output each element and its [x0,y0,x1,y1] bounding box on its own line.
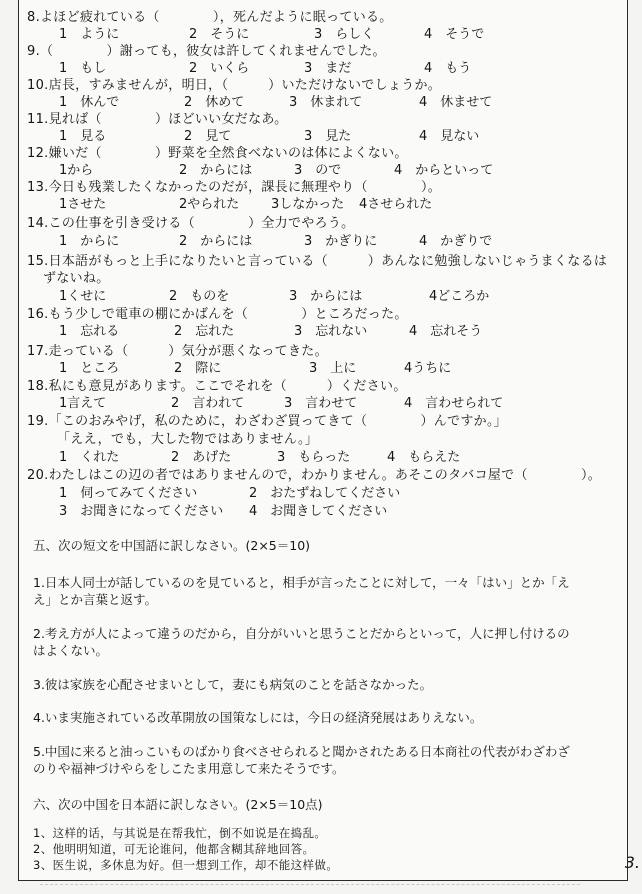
q12-option-3: 3 ので [294,163,342,178]
q20-option-2: 2 おたずねしてください [249,486,401,501]
q9-option-4: 4 もう [424,61,472,76]
q9-option-2: 2 いくら [189,61,250,76]
question-14: 14.この仕事を引き受ける（ ）全力でやろう。 [27,216,355,231]
q16-option-3: 3 忘れない [294,324,368,339]
q18-option-2: 2 言われて [171,396,245,411]
section-5-item-2-cont: はよくない。 [33,643,109,658]
section-5-item-1: 1.日本人同士が話しているのを見ていると，相手が言ったことに対して，一々「はい」とか「え [33,575,570,590]
q10-option-3: 3 休まれて [289,95,363,110]
section-5-item-3: 3.彼は家族を心配させまいとして，妻にも病気のことを話さなかった。 [33,677,433,692]
q16-option-1: 1 忘れる [59,324,120,339]
q12-option-4: 4 からといって [394,163,494,178]
question-16: 16.もう少しで電車の棚にかばんを（ ）ところだった。 [27,307,408,322]
q15-option-2: 2 ものを [169,289,230,304]
q10-option-2: 2 休めて [184,95,245,110]
q9-option-3: 3 まだ [304,61,352,76]
q14-option-1: 1 からに [59,234,120,249]
question-19: 19.「このおみやげ，私のために，わざわざ買ってきて（ ）んですか。」 [27,414,508,429]
q8-option-2: 2 そうに [189,27,250,42]
question-9: 9.（ ）謝っても，彼女は許してくれませんでした。 [27,44,386,59]
q17-option-2: 2 際に [174,361,222,376]
question-20: 20.わたしはこの辺の者ではありませんので，わかりません。あそこのタバコ屋で（ ）。 [27,468,602,483]
q14-option-3: 3 かぎりに [304,234,378,249]
footer-scan-artifact [40,884,580,890]
q12-option-1: 1から [59,163,94,178]
q11-option-2: 2 見て [184,129,232,144]
q13-option-4: 4させられた [359,197,433,212]
q8-option-1: 1 ように [59,27,120,42]
q19-option-1: 1 くれた [59,450,120,465]
q10-option-1: 1 休んで [59,95,120,110]
question-19-reply: 「ええ，でも，大した物ではありません。」 [57,432,319,447]
q20-option-3: 3 お聞きになってください [59,504,224,519]
q14-option-2: 2 からには [179,234,253,249]
q17-option-1: 1 ところ [59,361,120,376]
section-6-item-3: 3、医生说，多休息为好。但一想到工作，却不能这样做。 [33,858,339,872]
q10-option-4: 4 休ませて [419,95,493,110]
question-12: 12.嫌いだ（ ）野菜を全然食べないのは体によくない。 [27,146,408,161]
q17-option-4: 4うちに [404,361,452,376]
section-6-item-2: 2、他明明知道，可无论谁问，他都含糊其辞地回答。 [33,842,315,856]
q9-option-1: 1 もし [59,61,107,76]
q15-option-4: 4どころか [429,289,490,304]
q18-option-3: 3 言わせて [284,396,358,411]
section-5-item-4: 4.いま実施されている改革開放の国策なしには，今日の経済発展はありえない。 [33,710,483,725]
q19-option-2: 2 あげた [171,450,232,465]
question-10: 10.店長，すみませんが，明日，（ ）いただけないでしょうか。 [27,78,442,93]
question-11: 11.見れば（ ）ほどいい女だなあ。 [27,112,288,127]
page-number: 3. [624,853,640,872]
q19-option-4: 4 もらえた [387,450,461,465]
q13-option-2: 2やられた [179,197,240,212]
q16-option-4: 4 忘れそう [409,324,483,339]
q11-option-1: 1 見る [59,129,107,144]
question-15-continued: ずないね。 [43,271,110,286]
q14-option-4: 4 かぎりで [419,234,493,249]
q15-option-1: 1くせに [59,289,107,304]
section-5-item-5: 5.中国に来ると油っこいものばかり食べさせられると聞かされたある日本商社の代表がわざわざ [33,744,570,759]
q19-option-3: 3 もらった [277,450,351,465]
q18-option-1: 1言えて [59,396,107,411]
question-13: 13.今日も残業したくなかったのだが，課長に無理やり（ ）。 [27,180,442,195]
q17-option-3: 3 上に [309,361,357,376]
section-6-title: 六、次の中国を日本語に訳しなさい。(2×5＝10点) [33,797,323,812]
q16-option-2: 2 忘れた [174,324,235,339]
section-5-item-2: 2.考え方が人によって違うのだから，自分がいいと思うことだからといって，人に押し付けるの [33,626,570,641]
question-17: 17.走っている（ ）気分が悪くなってきた。 [27,344,328,359]
question-15: 15.日本語がもっと上手になりたいと言っている（ ）あんなに勉強しないじゃうまくなるは [27,254,608,269]
exam-sheet [18,0,628,881]
question-8: 8.よほど疲れている（ ），死んだように眠っている。 [27,10,393,25]
q15-option-3: 3 からには [289,289,363,304]
question-18: 18.私にも意見があります。ここでそれを（ ）ください。 [27,379,407,394]
q13-option-3: 3しなかった [271,197,345,212]
section-5-item-1-cont: え」とか言葉と返す。 [33,592,158,607]
q18-option-4: 4 言わせられて [404,396,504,411]
q11-option-3: 3 見た [304,129,352,144]
section-5-item-5-cont: のりや福神づけやらをしこたま用意して来たそうです。 [33,761,345,776]
q8-option-4: 4 そうで [424,27,485,42]
q20-option-1: 1 伺ってみてください [59,486,198,501]
section-6-item-1: 1、这样的话，与其说是在帮我忙，倒不如说是在捣乱。 [33,826,327,840]
q8-option-3: 3 らしく [314,27,375,42]
q12-option-2: 2 からには [179,163,253,178]
q13-option-1: 1させた [59,197,107,212]
section-5-title: 五、次の短文を中国語に訳しなさい。(2×5＝10) [33,538,311,553]
q20-option-4: 4 お聞きしてください [249,504,388,519]
q11-option-4: 4 見ない [419,129,480,144]
